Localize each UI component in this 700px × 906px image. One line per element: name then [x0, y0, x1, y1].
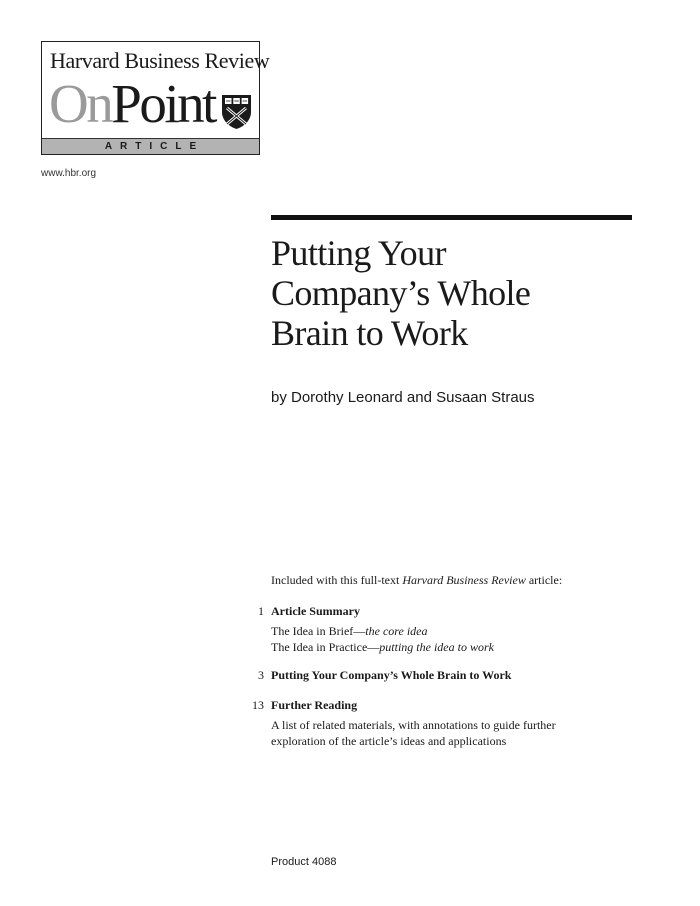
toc-description-line: A list of related materials, with annotations to guide further [271, 718, 556, 732]
title-rule [271, 215, 632, 220]
toc-page-number: 13 [252, 698, 264, 712]
toc-body [271, 697, 601, 749]
logo-brand-name: Harvard Business Review [50, 48, 270, 73]
logo-on-text: On [49, 73, 112, 134]
toc-subitem [271, 623, 601, 639]
contents-intro [271, 573, 562, 588]
hbr-onpoint-logo [41, 41, 270, 155]
product-number: Product 4088 [271, 856, 337, 868]
toc-subitem-text: The Idea in Brief— [271, 624, 366, 638]
toc-heading: Further Reading [271, 698, 358, 712]
toc-page-number: 1 [258, 604, 264, 618]
byline: by Dorothy Leonard and Susaan Straus [271, 389, 535, 406]
toc-body [271, 603, 601, 655]
toc-heading: Putting Your Company’s Whole Brain to Work [271, 668, 512, 682]
logo-article-band: ARTICLE [42, 138, 259, 154]
title-line: Brain to Work [271, 313, 468, 353]
harvard-shield-icon [221, 94, 252, 130]
title-line: Company’s Whole [271, 273, 531, 313]
toc-subitem-emph: putting the idea to work [379, 640, 494, 654]
intro-suffix: article: [525, 573, 563, 587]
toc-subitem [271, 639, 601, 655]
toc-description-line: exploration of the article’s ideas and applications [271, 734, 507, 748]
article-title [271, 233, 651, 353]
title-line: Putting Your [271, 233, 446, 273]
toc-body [271, 667, 601, 683]
logo-point-text: Point [111, 73, 215, 134]
logo-onpoint-wordmark [49, 74, 215, 134]
intro-publication: Harvard Business Review [402, 573, 526, 587]
toc-page-number: 3 [258, 668, 264, 682]
toc-heading: Article Summary [271, 604, 360, 618]
toc-subitem-text: The Idea in Practice— [271, 640, 380, 654]
website-url: www.hbr.org [41, 168, 97, 179]
toc-subitem-emph: the core idea [365, 624, 428, 638]
intro-prefix: Included with this full-text [271, 573, 403, 587]
